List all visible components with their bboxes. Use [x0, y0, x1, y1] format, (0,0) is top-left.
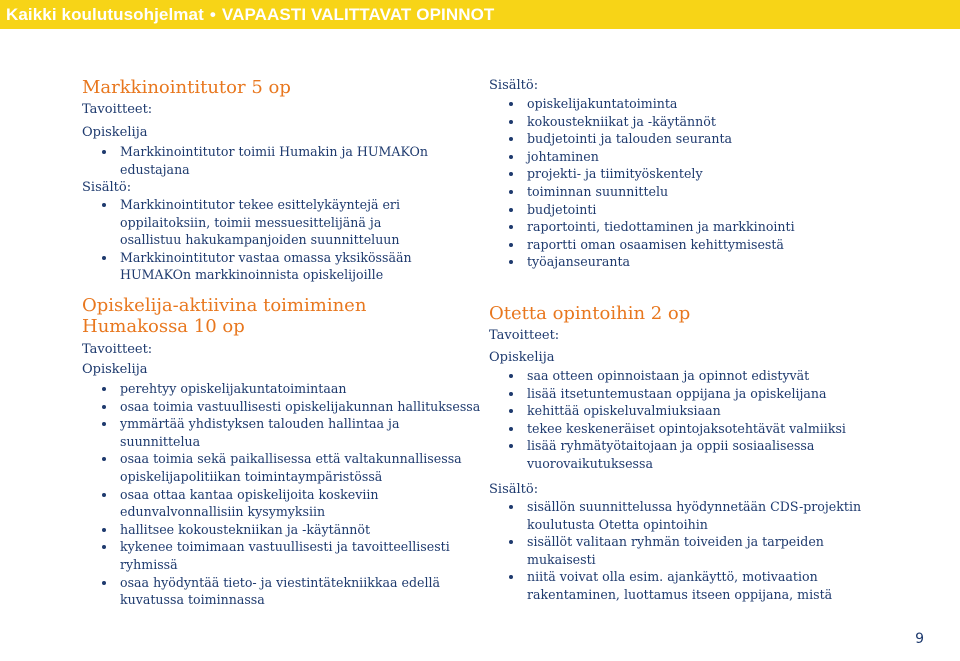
goals-list-otetta-opintoihin — [489, 367, 869, 473]
list-item: opiskelijakuntatoiminta — [489, 95, 889, 113]
list-item: kykenee toimimaan vastuullisesti ja tavoitteellisesti ryhmissä — [82, 538, 482, 573]
list-item: osaa hyödyntää tieto- ja viestintätekniikkaa edellä kuvatussa toiminnassa — [82, 574, 482, 609]
list-item: toiminnan suunnittelu — [489, 183, 889, 201]
list-item: projekti- ja tiimityöskentely — [489, 165, 889, 183]
list-item: budjetointi — [489, 201, 889, 219]
list-item: kokoustekniikat ja -käytännöt — [489, 113, 889, 131]
list-item: budjetointi ja talouden seuranta — [489, 130, 889, 148]
header-separator: • — [209, 4, 216, 24]
list-item: lisää itsetuntemustaan oppijana ja opiskelijana — [489, 385, 869, 403]
course-title-opiskelija-aktiivina — [82, 295, 366, 337]
content-label: Sisältö: — [489, 78, 539, 93]
list-item: kehittää opiskeluvalmiuksiaan — [489, 402, 869, 420]
student-label: Opiskelija — [489, 350, 555, 365]
list-item: sisällöt valitaan ryhmän toiveiden ja tarpeiden mukaisesti — [489, 533, 869, 568]
content-label: Sisältö: — [82, 180, 132, 195]
goals-list-opiskelija-aktiivina — [82, 380, 482, 609]
list-item: lisää ryhmätyötaitojaan ja oppii sosiaalisessa vuorovaikutuksessa — [489, 437, 869, 472]
student-label: Opiskelija — [82, 362, 148, 377]
list-item: perehtyy opiskelijakuntatoimintaan — [82, 380, 482, 398]
list-item: saa otteen opinnoistaan ja opinnot edistyvät — [489, 367, 869, 385]
list-item: Markkinointitutor vastaa omassa yksikössään HUMAKOn markkinoinnista opiskelijoille — [82, 249, 442, 284]
student-label: Opiskelija — [82, 125, 148, 140]
header-category: Kaikki koulutusohjelmat — [6, 4, 204, 24]
list-item: raportti oman osaamisen kehittymisestä — [489, 236, 889, 254]
header-subcategory: VAPAASTI VALITTAVAT OPINNOT — [221, 4, 495, 24]
course-title-otetta-opintoihin: Otetta opintoihin 2 op — [489, 303, 691, 324]
goals-list-markkinointitutor — [82, 143, 442, 178]
course-title-line-2: Humakossa 10 op — [82, 316, 245, 337]
content-label: Sisältö: — [489, 482, 539, 497]
list-item: hallitsee kokoustekniikan ja -käytännöt — [82, 521, 482, 539]
list-item: Markkinointitutor toimii Humakin ja HUMAKOn edustajana — [82, 143, 442, 178]
list-item: työajanseuranta — [489, 253, 889, 271]
goals-label: Tavoitteet: — [82, 342, 153, 357]
list-item: sisällön suunnittelussa hyödynnetään CDS-projektin koulutusta Otetta opintoihin — [489, 498, 869, 533]
header-bar — [0, 0, 960, 29]
goals-label: Tavoitteet: — [82, 102, 153, 117]
list-item: johtaminen — [489, 148, 889, 166]
content-list-markkinointitutor — [82, 196, 442, 284]
list-item: Markkinointitutor tekee esittelykäyntejä eri oppilaitoksiin, toimii messuesittelijänä ja osallistuu hakukampanjoiden suunnitteluun — [82, 196, 442, 249]
list-item: raportointi, tiedottaminen ja markkinointi — [489, 218, 889, 236]
list-item: osaa toimia sekä paikallisessa että valtakunnallisessa opiskelijapolitiikan toimintaympäristössä — [82, 450, 482, 485]
list-item: ymmärtää yhdistyksen talouden hallintaa ja suunnittelua — [82, 415, 482, 450]
list-item: tekee keskeneräiset opintojaksotehtävät valmiiksi — [489, 420, 869, 438]
list-item: osaa ottaa kantaa opiskelijoita koskeviin edunvalvonnallisiin kysymyksiin — [82, 486, 482, 521]
goals-label: Tavoitteet: — [489, 328, 560, 343]
page-number: 9 — [915, 631, 924, 647]
content-list-opiskelija-aktiivina — [489, 95, 889, 271]
content-list-otetta-opintoihin — [489, 498, 869, 604]
list-item: niitä voivat olla esim. ajankäyttö, motivaation rakentaminen, luottamus itseen oppijana, mistä — [489, 568, 869, 603]
course-title-markkinointitutor: Markkinointitutor 5 op — [82, 77, 291, 98]
course-title-line-1: Opiskelija-aktiivina toimiminen — [82, 295, 367, 316]
list-item: osaa toimia vastuullisesti opiskelijakunnan hallituksessa — [82, 398, 482, 416]
